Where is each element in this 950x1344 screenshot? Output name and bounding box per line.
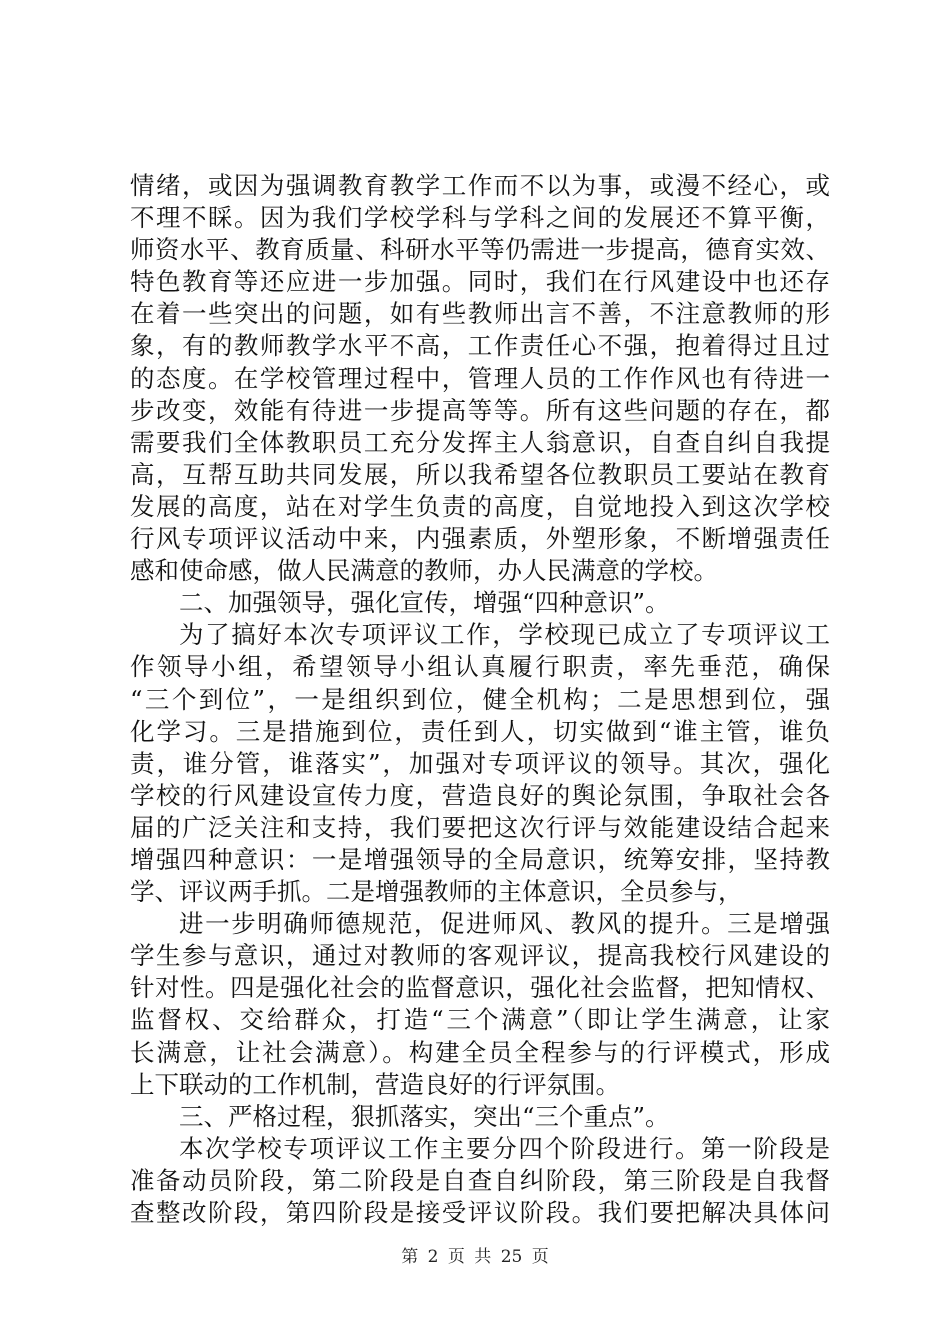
text-line: 高，互帮互助共同发展，所以我希望各位教职员工要站在教育 [130, 459, 830, 489]
text-line: 感和使命感，做人民满意的教师，办人民满意的学校。 [130, 556, 718, 586]
text-line: 行风专项评议活动中来，内强素质，外塑形象，不断增强责任 [130, 524, 830, 554]
text-line: 作领导小组，希望领导小组认真履行职责，率先垂范，确保 [130, 652, 830, 682]
text-line: 进一步明确师德规范，促进师风、教风的提升。三是增强 [179, 909, 830, 939]
body-text [130, 170, 830, 1229]
text-line: 化学习。三是措施到位，责任到人，切实做到“谁主管，谁负 [130, 716, 830, 746]
text-line: 学校的行风建设宣传力度，营造良好的舆论氛围，争取社会各 [130, 780, 830, 810]
text-line: 二、加强领导，强化宣传，增强“四种意识”。 [179, 588, 670, 618]
text-line: 本次学校专项评议工作主要分四个阶段进行。第一阶段是 [179, 1133, 830, 1163]
text-line: 长满意，让社会满意）。构建全员全程参与的行评模式，形成 [130, 1037, 830, 1067]
text-line: 上下联动的工作机制，营造良好的行评氛围。 [130, 1069, 620, 1099]
text-line: 监督权、交给群众，打造“三个满意”（即让学生满意，让家 [130, 1005, 830, 1035]
text-line: 准备动员阶段，第二阶段是自查自纠阶段，第三阶段是自我督 [130, 1165, 830, 1195]
text-line: 届的广泛关注和支持，我们要把这次行评与效能建设结合起来 [130, 812, 830, 842]
text-line: 的态度。在学校管理过程中，管理人员的工作作风也有待进一 [130, 363, 830, 393]
text-line: 在着一些突出的问题，如有些教师出言不善，不注意教师的形 [130, 299, 830, 329]
text-line: 三、严格过程，狠抓落实，突出“三个重点”。 [179, 1101, 670, 1131]
text-line: 查整改阶段，第四阶段是接受评议阶段。我们要把解决具体问 [130, 1198, 830, 1227]
text-line: 学、评议两手抓。二是增强教师的主体意识，全员参与， [130, 877, 743, 907]
text-line: “三个到位”，一是组织到位，健全机构；二是思想到位，强 [130, 684, 830, 714]
text-line: 增强四种意识：一是增强领导的全局意识，统筹安排，坚持教 [130, 844, 830, 874]
text-line: 情绪，或因为强调教育教学工作而不以为事，或漫不经心，或 [130, 171, 830, 200]
text-line: 为了搞好本次专项评议工作，学校现已成立了专项评议工 [179, 620, 830, 650]
text-line: 不理不睬。因为我们学校学科与学科之间的发展还不算平衡， [130, 203, 830, 233]
text-line: 发展的高度，站在对学生负责的高度，自觉地投入到这次学校 [130, 491, 830, 521]
text-line: 责，谁分管，谁落实”，加强对专项评议的领导。其次，强化 [130, 748, 830, 778]
text-line: 步改变，效能有待进一步提高等等。所有这些问题的存在，都 [130, 395, 830, 425]
text-line: 需要我们全体教职员工充分发挥主人翁意识，自查自纠自我提 [130, 427, 830, 457]
page-number-footer: 第 2 页 共 25 页 [401, 1247, 549, 1267]
text-line: 象，有的教师教学水平不高，工作责任心不强，抱着得过且过 [130, 331, 830, 361]
text-line: 特色教育等还应进一步加强。同时，我们在行风建设中也还存 [130, 267, 830, 297]
text-line: 学生参与意识，通过对教师的客观评议，提高我校行风建设的 [130, 941, 830, 971]
text-line: 针对性。四是强化社会的监督意识，强化社会监督，把知情权、 [130, 973, 830, 1003]
text-line: 师资水平、教育质量、科研水平等仍需进一步提高，德育实效、 [130, 235, 830, 265]
